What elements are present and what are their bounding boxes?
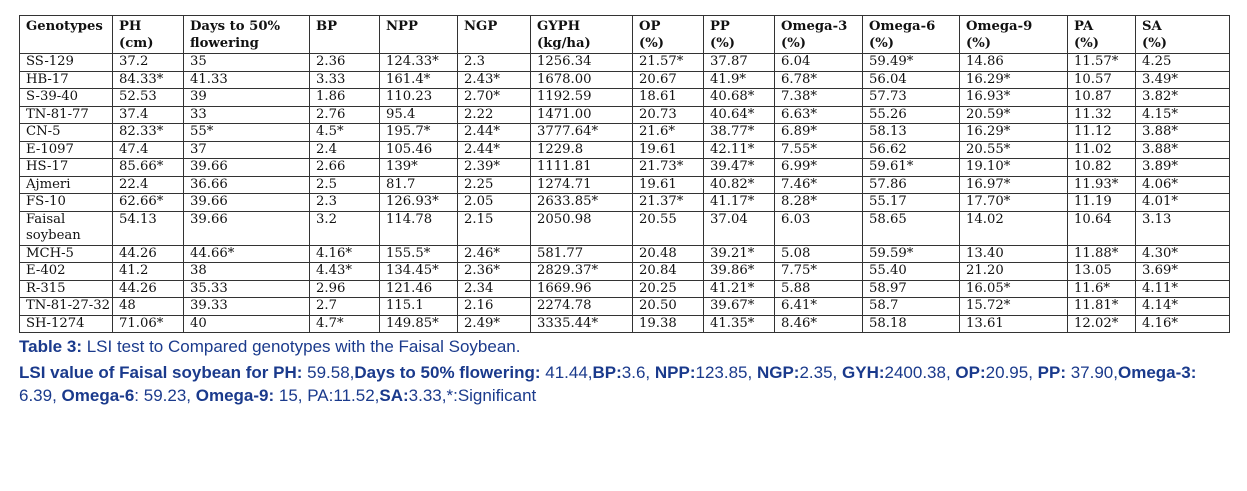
value-cell: 1192.59 [531, 89, 633, 107]
value-cell: 19.38 [633, 315, 704, 333]
value-cell: 14.86 [960, 54, 1068, 72]
lsi-table [19, 15, 1230, 333]
value-cell: 44.26 [113, 280, 184, 298]
value-cell: 57.86 [863, 176, 960, 194]
value-cell: 81.7 [380, 176, 458, 194]
value-cell: 39.47* [704, 159, 775, 177]
value-cell: 95.4 [380, 106, 458, 124]
value-cell: 20.48 [633, 245, 704, 263]
genotype-cell: SH-1274 [20, 315, 113, 333]
value-cell: 195.7* [380, 124, 458, 142]
value-cell: 2.66 [310, 159, 380, 177]
value-cell: 12.02* [1068, 315, 1136, 333]
note-value: 3.6, [621, 363, 655, 382]
value-cell: 4.16* [1136, 315, 1230, 333]
value-cell: 155.5* [380, 245, 458, 263]
note-value: 37.90, [1066, 363, 1118, 382]
value-cell: 58.18 [863, 315, 960, 333]
caption-label: Table 3: [19, 337, 82, 356]
value-cell: 4.43* [310, 263, 380, 281]
table-row [20, 141, 1230, 159]
value-cell: 4.30* [1136, 245, 1230, 263]
value-cell: 21.37* [633, 194, 704, 212]
note-value: 123.85, [695, 363, 757, 382]
value-cell: 149.85* [380, 315, 458, 333]
value-cell: 10.64 [1068, 211, 1136, 245]
header-row [20, 16, 1230, 54]
value-cell: 6.03 [775, 211, 863, 245]
value-cell: 37.87 [704, 54, 775, 72]
value-cell: 4.01* [1136, 194, 1230, 212]
value-cell: 84.33* [113, 71, 184, 89]
note-term: Omega-3: [1118, 363, 1197, 382]
value-cell: 21.57* [633, 54, 704, 72]
value-cell: 11.57* [1068, 54, 1136, 72]
value-cell: 11.93* [1068, 176, 1136, 194]
value-cell: 3.13 [1136, 211, 1230, 245]
value-cell: 5.08 [775, 245, 863, 263]
value-cell: 2.96 [310, 280, 380, 298]
value-cell: 39.66 [184, 194, 310, 212]
value-cell: 41.2 [113, 263, 184, 281]
value-cell: 8.46* [775, 315, 863, 333]
genotype-cell: Ajmeri [20, 176, 113, 194]
value-cell: 3.82* [1136, 89, 1230, 107]
value-cell: 20.67 [633, 71, 704, 89]
value-cell: 21.6* [633, 124, 704, 142]
value-cell: 20.84 [633, 263, 704, 281]
value-cell: 71.06* [113, 315, 184, 333]
note-term: OP: [955, 363, 986, 382]
note-value: : 59.23, [134, 386, 196, 405]
value-cell: 47.4 [113, 141, 184, 159]
column-header: BP [310, 16, 380, 54]
column-header: GYPH (kg/ha) [531, 16, 633, 54]
note-term: Omega-9: [195, 386, 275, 405]
value-cell: 58.13 [863, 124, 960, 142]
value-cell: 20.55 [633, 211, 704, 245]
column-header: NPP [380, 16, 458, 54]
value-cell: 2.49* [458, 315, 531, 333]
table-row [20, 280, 1230, 298]
note-term: BP: [592, 363, 622, 382]
note-term: NGP: [756, 363, 800, 382]
value-cell: 2.15 [458, 211, 531, 245]
value-cell: 2.43* [458, 71, 531, 89]
note-term: Omega-6 [61, 386, 135, 405]
value-cell: 3.69* [1136, 263, 1230, 281]
value-cell: 2.25 [458, 176, 531, 194]
value-cell: 2.76 [310, 106, 380, 124]
value-cell: 10.82 [1068, 159, 1136, 177]
note-term: SA: [379, 386, 409, 405]
value-cell: 2.36* [458, 263, 531, 281]
value-cell: 57.73 [863, 89, 960, 107]
value-cell: 139* [380, 159, 458, 177]
value-cell: 581.77 [531, 245, 633, 263]
value-cell: 39.86* [704, 263, 775, 281]
note-value: 2400.38, [884, 363, 956, 382]
value-cell: 37.2 [113, 54, 184, 72]
value-cell: 16.93* [960, 89, 1068, 107]
note-value: 3.33,*:Significant [408, 386, 537, 405]
table-caption [19, 335, 1229, 358]
value-cell: 8.28* [775, 194, 863, 212]
value-cell: 15.72* [960, 298, 1068, 316]
value-cell: 114.78 [380, 211, 458, 245]
value-cell: 39.33 [184, 298, 310, 316]
value-cell: 11.6* [1068, 280, 1136, 298]
value-cell: 39.66 [184, 159, 310, 177]
genotype-cell: FS-10 [20, 194, 113, 212]
note-value: 41.44, [540, 363, 593, 382]
lsi-note [19, 361, 1229, 407]
note-value: 20.95, [985, 363, 1038, 382]
genotype-cell: SS-129 [20, 54, 113, 72]
value-cell: 44.66* [184, 245, 310, 263]
value-cell: 82.33* [113, 124, 184, 142]
value-cell: 4.06* [1136, 176, 1230, 194]
value-cell: 59.59* [863, 245, 960, 263]
value-cell: 11.32 [1068, 106, 1136, 124]
note-term: Days to 50% flowering: [354, 363, 541, 382]
genotype-cell: MCH-5 [20, 245, 113, 263]
value-cell: 56.04 [863, 71, 960, 89]
note-term: NPP: [654, 363, 696, 382]
value-cell: 41.33 [184, 71, 310, 89]
value-cell: 40.68* [704, 89, 775, 107]
value-cell: 3.33 [310, 71, 380, 89]
value-cell: 6.41* [775, 298, 863, 316]
value-cell: 56.62 [863, 141, 960, 159]
table-row [20, 54, 1230, 72]
column-header: Days to 50% flowering [184, 16, 310, 54]
value-cell: 41.9* [704, 71, 775, 89]
value-cell: 3.89* [1136, 159, 1230, 177]
value-cell: 2.36 [310, 54, 380, 72]
value-cell: 58.65 [863, 211, 960, 245]
value-cell: 41.35* [704, 315, 775, 333]
value-cell: 4.15* [1136, 106, 1230, 124]
table-row [20, 245, 1230, 263]
genotype-cell: Faisal soybean [20, 211, 113, 245]
note-term: LSI value of Faisal soybean for PH: [19, 363, 303, 382]
value-cell: 2.39* [458, 159, 531, 177]
column-header: SA (%) [1136, 16, 1230, 54]
value-cell: 11.02 [1068, 141, 1136, 159]
table-row [20, 211, 1230, 245]
value-cell: 40.64* [704, 106, 775, 124]
value-cell: 6.63* [775, 106, 863, 124]
table-row [20, 89, 1230, 107]
table-row [20, 106, 1230, 124]
value-cell: 19.61 [633, 141, 704, 159]
table-row [20, 298, 1230, 316]
value-cell: 1678.00 [531, 71, 633, 89]
value-cell: 11.19 [1068, 194, 1136, 212]
value-cell: 37.4 [113, 106, 184, 124]
value-cell: 16.97* [960, 176, 1068, 194]
value-cell: 2.5 [310, 176, 380, 194]
value-cell: 20.55* [960, 141, 1068, 159]
value-cell: 10.87 [1068, 89, 1136, 107]
value-cell: 55.26 [863, 106, 960, 124]
value-cell: 38 [184, 263, 310, 281]
value-cell: 48 [113, 298, 184, 316]
value-cell: 58.7 [863, 298, 960, 316]
value-cell: 10.57 [1068, 71, 1136, 89]
value-cell: 13.40 [960, 245, 1068, 263]
value-cell: 1274.71 [531, 176, 633, 194]
value-cell: 39 [184, 89, 310, 107]
column-header: OP (%) [633, 16, 704, 54]
value-cell: 121.46 [380, 280, 458, 298]
value-cell: 126.93* [380, 194, 458, 212]
value-cell: 2.44* [458, 141, 531, 159]
value-cell: 39.67* [704, 298, 775, 316]
value-cell: 42.11* [704, 141, 775, 159]
genotype-cell: HB-17 [20, 71, 113, 89]
value-cell: 2.70* [458, 89, 531, 107]
value-cell: 11.12 [1068, 124, 1136, 142]
value-cell: 40 [184, 315, 310, 333]
value-cell: 41.21* [704, 280, 775, 298]
value-cell: 38.77* [704, 124, 775, 142]
value-cell: 36.66 [184, 176, 310, 194]
column-header: Omega-9 (%) [960, 16, 1068, 54]
value-cell: 5.88 [775, 280, 863, 298]
value-cell: 16.29* [960, 124, 1068, 142]
value-cell: 1669.96 [531, 280, 633, 298]
value-cell: 2.22 [458, 106, 531, 124]
value-cell: 3.88* [1136, 141, 1230, 159]
value-cell: 2829.37* [531, 263, 633, 281]
value-cell: 7.55* [775, 141, 863, 159]
value-cell: 39.66 [184, 211, 310, 245]
value-cell: 44.26 [113, 245, 184, 263]
value-cell: 19.61 [633, 176, 704, 194]
value-cell: 62.66* [113, 194, 184, 212]
column-header: PP (%) [704, 16, 775, 54]
value-cell: 20.50 [633, 298, 704, 316]
value-cell: 35 [184, 54, 310, 72]
value-cell: 3.88* [1136, 124, 1230, 142]
value-cell: 11.81* [1068, 298, 1136, 316]
value-cell: 20.25 [633, 280, 704, 298]
value-cell: 22.4 [113, 176, 184, 194]
value-cell: 39.21* [704, 245, 775, 263]
value-cell: 161.4* [380, 71, 458, 89]
note-value: 6.39, [19, 386, 62, 405]
value-cell: 1229.8 [531, 141, 633, 159]
table-row [20, 263, 1230, 281]
value-cell: 7.38* [775, 89, 863, 107]
value-cell: 17.70* [960, 194, 1068, 212]
table-body [20, 54, 1230, 333]
value-cell: 13.05 [1068, 263, 1136, 281]
table-header [20, 16, 1230, 54]
caption-text: LSI test to Compared genotypes with the Faisal Soybean. [81, 337, 521, 356]
value-cell: 2274.78 [531, 298, 633, 316]
value-cell: 13.61 [960, 315, 1068, 333]
value-cell: 35.33 [184, 280, 310, 298]
value-cell: 16.29* [960, 71, 1068, 89]
value-cell: 54.13 [113, 211, 184, 245]
value-cell: 3.49* [1136, 71, 1230, 89]
value-cell: 2.16 [458, 298, 531, 316]
value-cell: 134.45* [380, 263, 458, 281]
value-cell: 59.49* [863, 54, 960, 72]
value-cell: 4.5* [310, 124, 380, 142]
note-value: 59.58, [302, 363, 355, 382]
value-cell: 6.89* [775, 124, 863, 142]
value-cell: 55.40 [863, 263, 960, 281]
value-cell: 7.46* [775, 176, 863, 194]
column-header: PH (cm) [113, 16, 184, 54]
table-container [19, 15, 1229, 407]
table-row [20, 124, 1230, 142]
value-cell: 2633.85* [531, 194, 633, 212]
value-cell: 7.75* [775, 263, 863, 281]
value-cell: 55.17 [863, 194, 960, 212]
table-row [20, 176, 1230, 194]
column-header: Omega-3 (%) [775, 16, 863, 54]
table-row [20, 194, 1230, 212]
value-cell: 2.3 [458, 54, 531, 72]
note-term: PP: [1037, 363, 1066, 382]
value-cell: 2.05 [458, 194, 531, 212]
value-cell: 58.97 [863, 280, 960, 298]
value-cell: 1.86 [310, 89, 380, 107]
value-cell: 14.02 [960, 211, 1068, 245]
value-cell: 1471.00 [531, 106, 633, 124]
genotype-cell: CN-5 [20, 124, 113, 142]
column-header: NGP [458, 16, 531, 54]
value-cell: 4.14* [1136, 298, 1230, 316]
value-cell: 59.61* [863, 159, 960, 177]
genotype-cell: HS-17 [20, 159, 113, 177]
value-cell: 2.34 [458, 280, 531, 298]
value-cell: 11.88* [1068, 245, 1136, 263]
value-cell: 21.73* [633, 159, 704, 177]
value-cell: 37 [184, 141, 310, 159]
column-header: PA (%) [1068, 16, 1136, 54]
genotype-cell: TN-81-77 [20, 106, 113, 124]
value-cell: 33 [184, 106, 310, 124]
value-cell: 6.99* [775, 159, 863, 177]
value-cell: 18.61 [633, 89, 704, 107]
value-cell: 3777.64* [531, 124, 633, 142]
value-cell: 2050.98 [531, 211, 633, 245]
genotype-cell: S-39-40 [20, 89, 113, 107]
value-cell: 110.23 [380, 89, 458, 107]
value-cell: 6.04 [775, 54, 863, 72]
column-header: Genotypes [20, 16, 113, 54]
value-cell: 3335.44* [531, 315, 633, 333]
note-value: 15, PA:11.52, [274, 386, 380, 405]
value-cell: 2.46* [458, 245, 531, 263]
value-cell: 4.25 [1136, 54, 1230, 72]
value-cell: 4.11* [1136, 280, 1230, 298]
value-cell: 4.16* [310, 245, 380, 263]
value-cell: 2.4 [310, 141, 380, 159]
value-cell: 21.20 [960, 263, 1068, 281]
value-cell: 105.46 [380, 141, 458, 159]
column-header: Omega-6 (%) [863, 16, 960, 54]
genotype-cell: R-315 [20, 280, 113, 298]
value-cell: 19.10* [960, 159, 1068, 177]
note-term: GYH: [842, 363, 885, 382]
value-cell: 55* [184, 124, 310, 142]
genotype-cell: TN-81-27-32 [20, 298, 113, 316]
value-cell: 124.33* [380, 54, 458, 72]
genotype-cell: E-402 [20, 263, 113, 281]
value-cell: 6.78* [775, 71, 863, 89]
value-cell: 2.44* [458, 124, 531, 142]
value-cell: 1256.34 [531, 54, 633, 72]
value-cell: 2.3 [310, 194, 380, 212]
value-cell: 85.66* [113, 159, 184, 177]
value-cell: 37.04 [704, 211, 775, 245]
value-cell: 3.2 [310, 211, 380, 245]
value-cell: 1111.81 [531, 159, 633, 177]
genotype-cell: E-1097 [20, 141, 113, 159]
value-cell: 20.59* [960, 106, 1068, 124]
table-row [20, 315, 1230, 333]
value-cell: 115.1 [380, 298, 458, 316]
value-cell: 41.17* [704, 194, 775, 212]
note-value: 2.35, [799, 363, 843, 382]
value-cell: 16.05* [960, 280, 1068, 298]
table-row [20, 71, 1230, 89]
value-cell: 2.7 [310, 298, 380, 316]
table-row [20, 159, 1230, 177]
value-cell: 40.82* [704, 176, 775, 194]
value-cell: 52.53 [113, 89, 184, 107]
value-cell: 20.73 [633, 106, 704, 124]
value-cell: 4.7* [310, 315, 380, 333]
